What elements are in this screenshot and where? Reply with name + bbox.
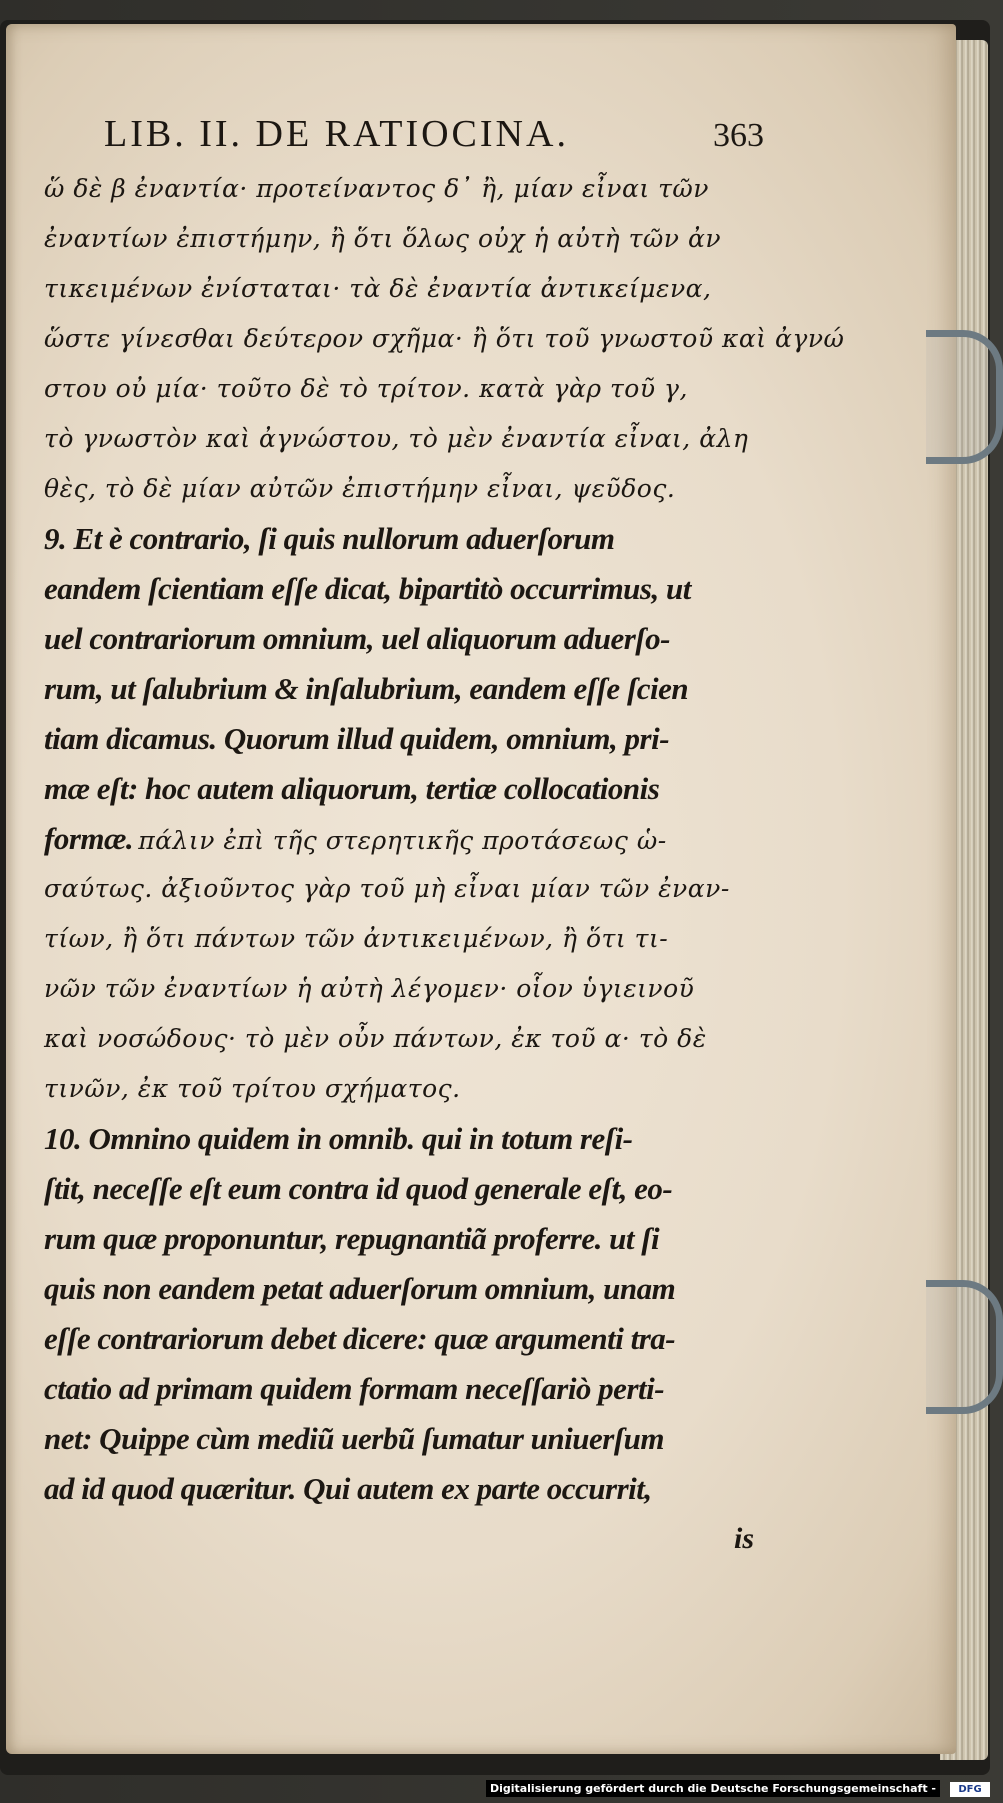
latin-text: eſſe contrariorum debet dicere: quæ argumenti tra- bbox=[44, 1321, 676, 1356]
dfg-logo: DFG bbox=[950, 1782, 990, 1797]
text-line bbox=[44, 914, 764, 964]
catchword: is bbox=[733, 1522, 754, 1555]
text-line bbox=[44, 214, 764, 264]
latin-text: rum, ut ſalubrium & inſalubrium, eandem eſſe ſcien bbox=[44, 671, 689, 706]
text-line bbox=[44, 314, 845, 364]
text-line bbox=[44, 864, 764, 914]
book-clip-bottom bbox=[926, 1280, 1003, 1414]
greek-text: τινῶν, ἐκ τοῦ τρίτου σχήματος. bbox=[44, 1074, 461, 1103]
latin-text: 9. Et è contrario, ſi quis nullorum aduerſorum bbox=[44, 521, 615, 556]
greek-text: στου οὐ μία· τοῦτο δὲ τὸ τρίτον. κατὰ γὰρ τοῦ γ, bbox=[44, 374, 688, 403]
greek-text: σαύτως. ἀξιοῦντος γὰρ τοῦ μὴ εἶναι μίαν τῶν ἐναν- bbox=[44, 874, 730, 903]
greek-text: καὶ νοσώδους· τὸ μὲν οὖν πάντων, ἐκ τοῦ α· τὸ δὲ bbox=[44, 1024, 707, 1053]
text-line bbox=[44, 764, 764, 814]
greek-text: τὸ γνωστὸν καὶ ἀγνώστου, τὸ μὲν ἐναντία εἶναι, ἀλη bbox=[44, 424, 749, 453]
book-clip-top bbox=[926, 330, 1003, 464]
latin-text: ctatio ad primam quidem formam neceſſariò perti- bbox=[44, 1371, 665, 1406]
text-line bbox=[44, 514, 764, 564]
text-lines bbox=[44, 164, 845, 1514]
latin-text: net: Quippe cùm mediũ uerbũ ſumatur uniuerſum bbox=[44, 1421, 665, 1456]
text-line bbox=[44, 664, 764, 714]
text-line bbox=[44, 464, 764, 514]
latin-text: 10. Omnino quidem in omnib. qui in totum reſi- bbox=[44, 1121, 633, 1156]
latin-text: uel contrariorum omnium, uel aliquorum aduerſo- bbox=[44, 621, 670, 656]
text-line bbox=[44, 1414, 764, 1464]
greek-text: ὥ δὲ β ἐναντία· προτείναντος δ᾽ ἢ, μίαν εἶναι τῶν bbox=[44, 174, 709, 203]
text-line bbox=[44, 614, 764, 664]
text-line bbox=[44, 1264, 764, 1314]
text-line bbox=[44, 164, 764, 214]
greek-text: ὥστε γίνεσθαι δεύτερον σχῆμα· ἢ ὅτι τοῦ γνωστοῦ καὶ ἀγνώ bbox=[44, 324, 845, 353]
text-line bbox=[44, 1064, 764, 1114]
text-line bbox=[44, 564, 764, 614]
page-number: 363 bbox=[713, 117, 764, 154]
greek-text: θὲς, τὸ δὲ μίαν αὐτῶν ἐπιστήμην εἶναι, ψεῦδος. bbox=[44, 474, 676, 503]
page-text bbox=[44, 112, 845, 1564]
running-head-title: LIB. II. DE RATIOCINA. bbox=[104, 113, 569, 155]
latin-text: eandem ſcientiam eſſe dicat, bipartitò occurrimus, ut bbox=[44, 571, 691, 606]
latin-text: mæ eſt: hoc autem aliquorum, tertiæ collocationis bbox=[44, 771, 660, 806]
latin-text: ſtit, neceſſe eſt eum contra id quod generale eſt, eo- bbox=[44, 1171, 673, 1206]
greek-text: ἐναντίων ἐπιστήμην, ἢ ὅτι ὅλως οὐχ ἡ αὐτὴ τῶν ἀν bbox=[44, 224, 722, 253]
text-line bbox=[44, 814, 764, 864]
latin-text: rum quæ proponuntur, repugnantiã proferre. ut ſi bbox=[44, 1221, 660, 1256]
text-line bbox=[44, 1314, 764, 1364]
text-line bbox=[44, 1464, 764, 1514]
latin-text: formæ. bbox=[44, 821, 134, 856]
text-line bbox=[44, 1164, 764, 1214]
text-line bbox=[44, 964, 764, 1014]
text-line bbox=[44, 364, 764, 414]
greek-text: τίων, ἢ ὅτι πάντων τῶν ἀντικειμένων, ἢ ὅτι τι- bbox=[44, 924, 669, 953]
latin-text: tiam dicamus. Quorum illud quidem, omnium, pri- bbox=[44, 721, 670, 756]
text-line bbox=[44, 1014, 764, 1064]
latin-text: quis non eandem petat aduerſorum omnium, unam bbox=[44, 1271, 676, 1306]
text-line bbox=[44, 414, 764, 464]
latin-text: ad id quod quæritur. Qui autem ex parte occurrit, bbox=[44, 1471, 652, 1506]
greek-text: νῶν τῶν ἐναντίων ἡ αὐτὴ λέγομεν· οἷον ὑγιεινοῦ bbox=[44, 974, 695, 1003]
text-line bbox=[44, 1214, 764, 1264]
digitization-credit: Digitalisierung gefördert durch die Deutsche Forschungsgemeinschaft - bbox=[486, 1780, 940, 1797]
text-line bbox=[44, 714, 764, 764]
greek-text: τικειμένων ἐνίσταται· τὰ δὲ ἐναντία ἀντικείμενα, bbox=[44, 274, 712, 303]
greek-text: πάλιν ἐπὶ τῆς στερητικῆς προτάσεως ὡ- bbox=[138, 826, 667, 855]
running-head bbox=[44, 112, 764, 158]
text-line bbox=[44, 1114, 764, 1164]
text-line bbox=[44, 1364, 764, 1414]
text-line bbox=[44, 264, 764, 314]
